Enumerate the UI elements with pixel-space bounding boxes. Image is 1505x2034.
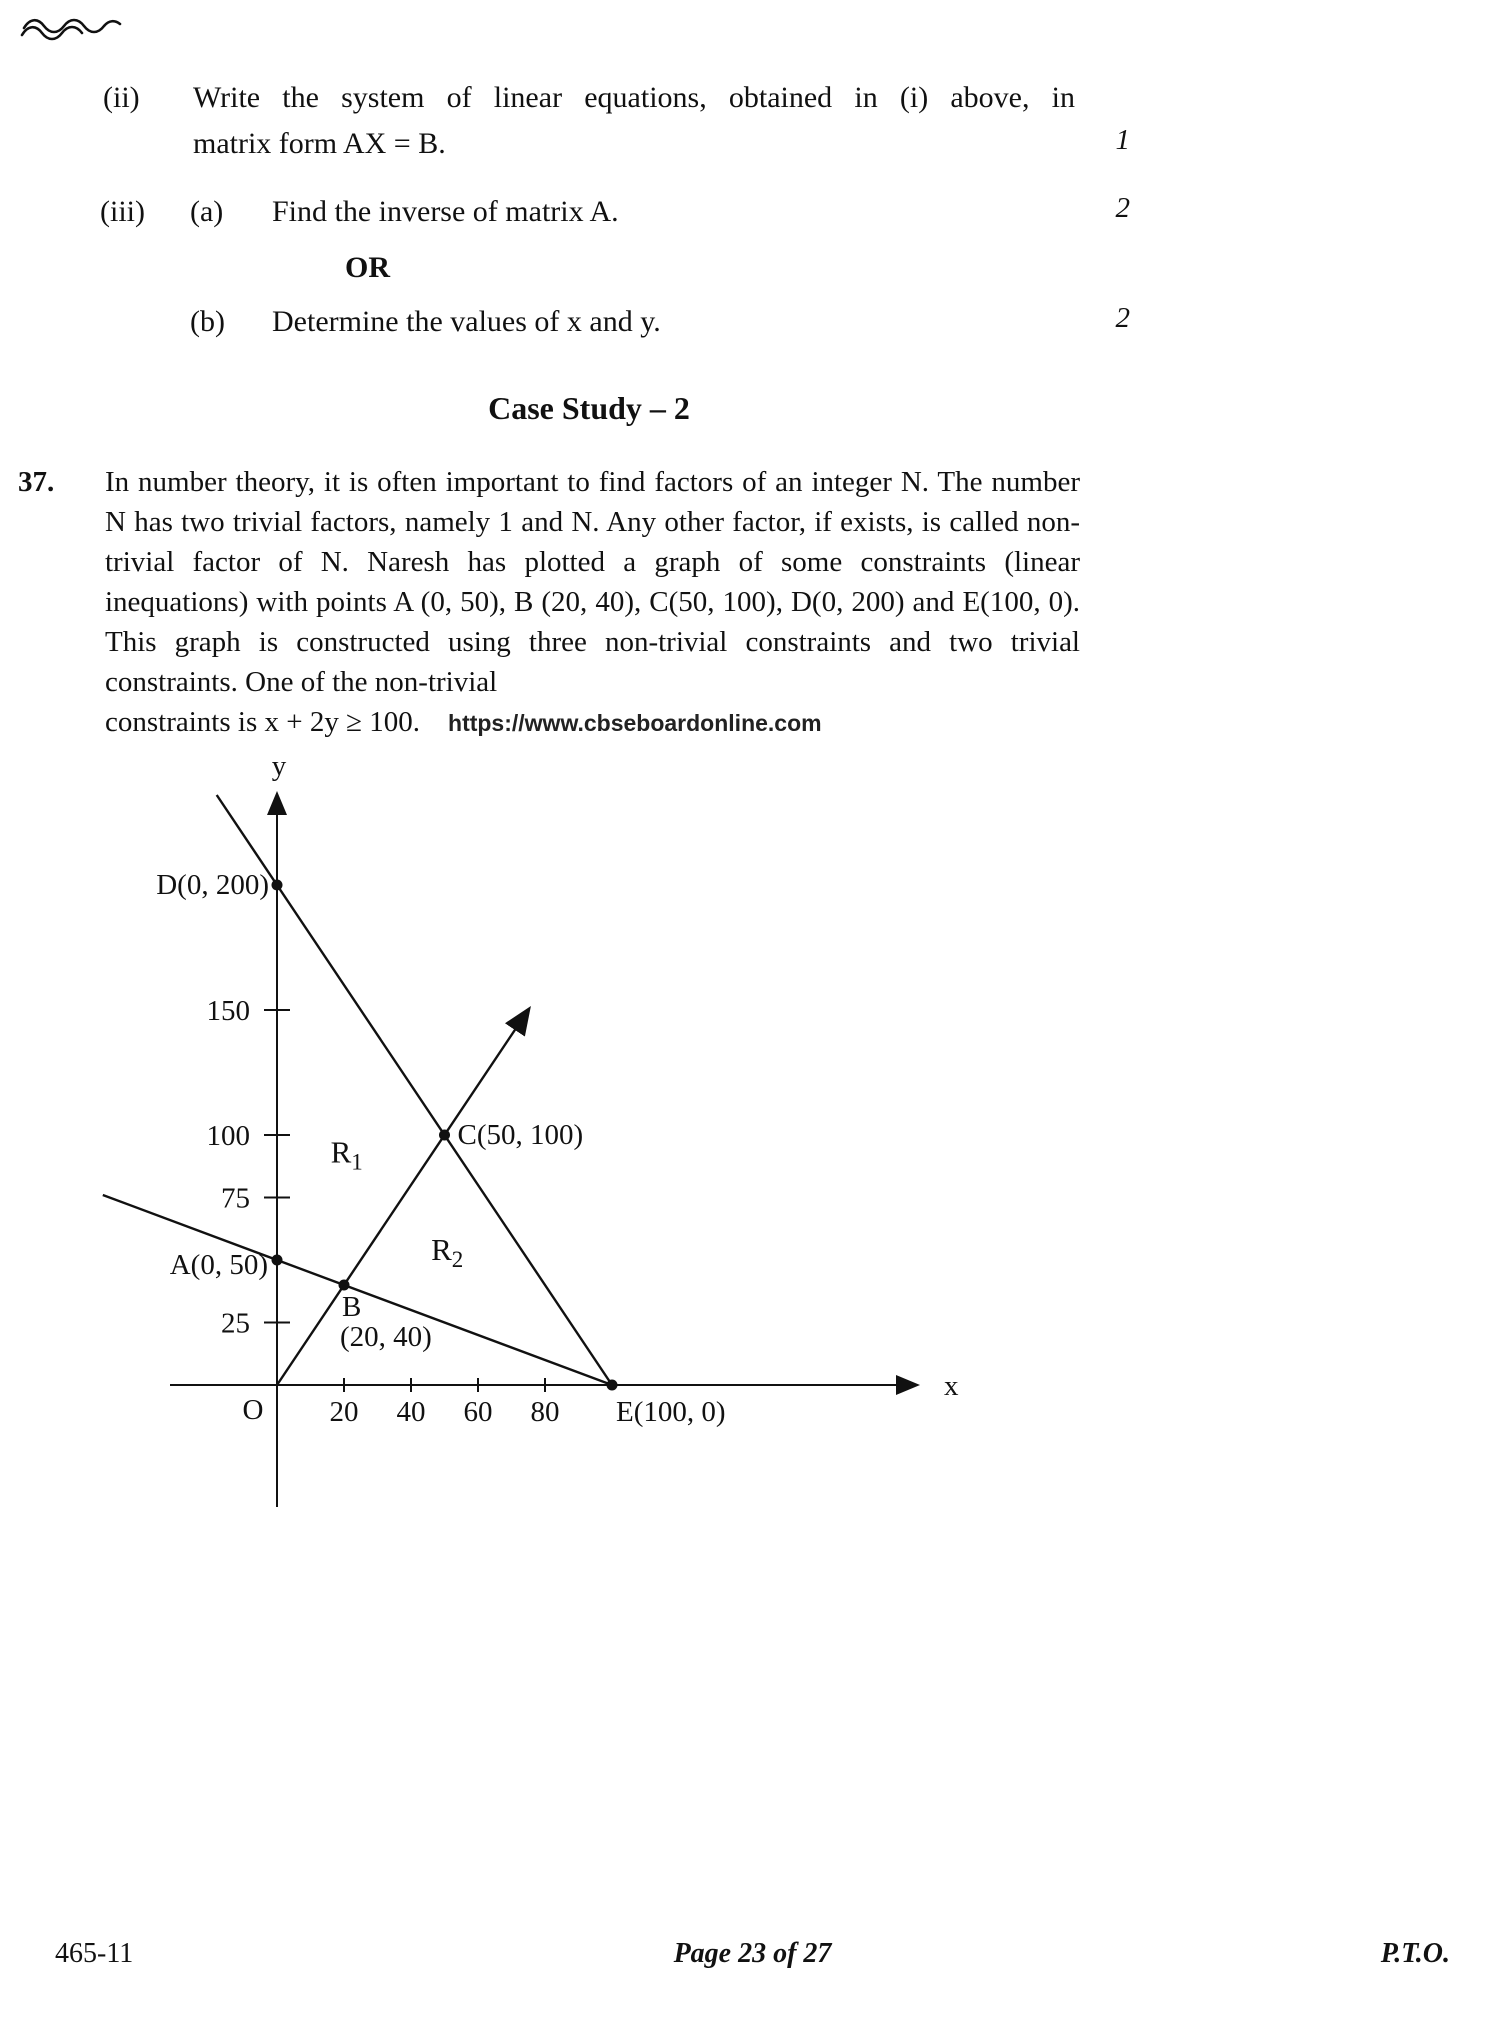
question-iii-number: (iii) [100,195,145,228]
x-tick-label-60: 60 [463,1396,493,1428]
y-axis-label: y [271,750,287,782]
point-A-label: A(0, 50) [169,1249,268,1281]
question-ii-line2: matrix form AX = B. [193,127,446,160]
y-tick-label-25: 25 [221,1307,250,1340]
x-axis-label: x [944,1370,959,1402]
question-iii-a-letter: (a) [190,195,224,228]
origin-label: O [242,1394,264,1426]
point-B-label: B [342,1291,362,1323]
question-ii-marks: 1 [1115,124,1130,156]
watermark-url: https://www.cbseboardonline.com [448,710,822,736]
y-tick-label-75: 75 [221,1182,250,1215]
region-label-2: $R_2$ [431,1232,464,1272]
footer-pto: P.T.O. [1380,1938,1450,1969]
constraint-graph [60,745,980,1535]
point-C [439,1130,450,1141]
point-E [607,1380,618,1391]
y-tick-label-100: 100 [206,1120,250,1152]
point-B-label-2: (20, 40) [340,1321,432,1353]
x-tick-label-40: 40 [396,1396,426,1428]
x-tick-label-80: 80 [530,1396,560,1428]
point-E-label: E(100, 0) [616,1396,726,1428]
constraint-text: constraints is x + 2y ≥ 100. [105,706,421,738]
question-37-number: 37. [18,466,55,498]
or-separator: OR [345,251,390,284]
scribble-mark [20,12,124,48]
question-iii-b-text: Determine the values of x and y. [272,305,661,338]
point-B [339,1280,350,1291]
question-iii-a-marks: 2 [1115,192,1130,224]
y-tick-label-150: 150 [206,995,250,1027]
point-D-label: D(0, 200) [156,869,269,901]
question-37-paragraph: In number theory, it is often important to find factors of an integer N. The number N has two trivial factors, namely 1 and N. Any other factor, if exists, is called non-trivial factor of N. Naresh has plotted a graph of some constraints (linear inequations) with points A (0, 50), B (20, 40), C(50, 100), D(0, 200) and E(100, 0). This graph is constructed using three non-trivial constraints and two trivial constraints. One of the non-trivial [105,466,1080,698]
point-A [272,1255,283,1266]
x-tick-label-20: 20 [329,1396,359,1428]
footer-page-number: Page 23 of 27 [673,1938,832,1969]
point-D [272,880,283,891]
case-study-heading: Case Study – 2 [488,390,690,426]
line-A-B-E [103,1195,612,1385]
footer-code: 465-11 [55,1938,134,1969]
question-iii-a-text: Find the inverse of matrix A. [272,195,619,228]
question-iii-b-letter: (b) [190,305,225,338]
question-ii-line1: Write the system of linear equations, obtained in (i) above, in [193,81,1075,114]
region-label-1: $R_1$ [330,1134,363,1175]
question-ii-number: (ii) [103,81,140,114]
question-37-last-line [105,702,1205,743]
point-C-label: C(50, 100) [457,1119,584,1151]
question-iii-b-marks: 2 [1115,302,1130,334]
